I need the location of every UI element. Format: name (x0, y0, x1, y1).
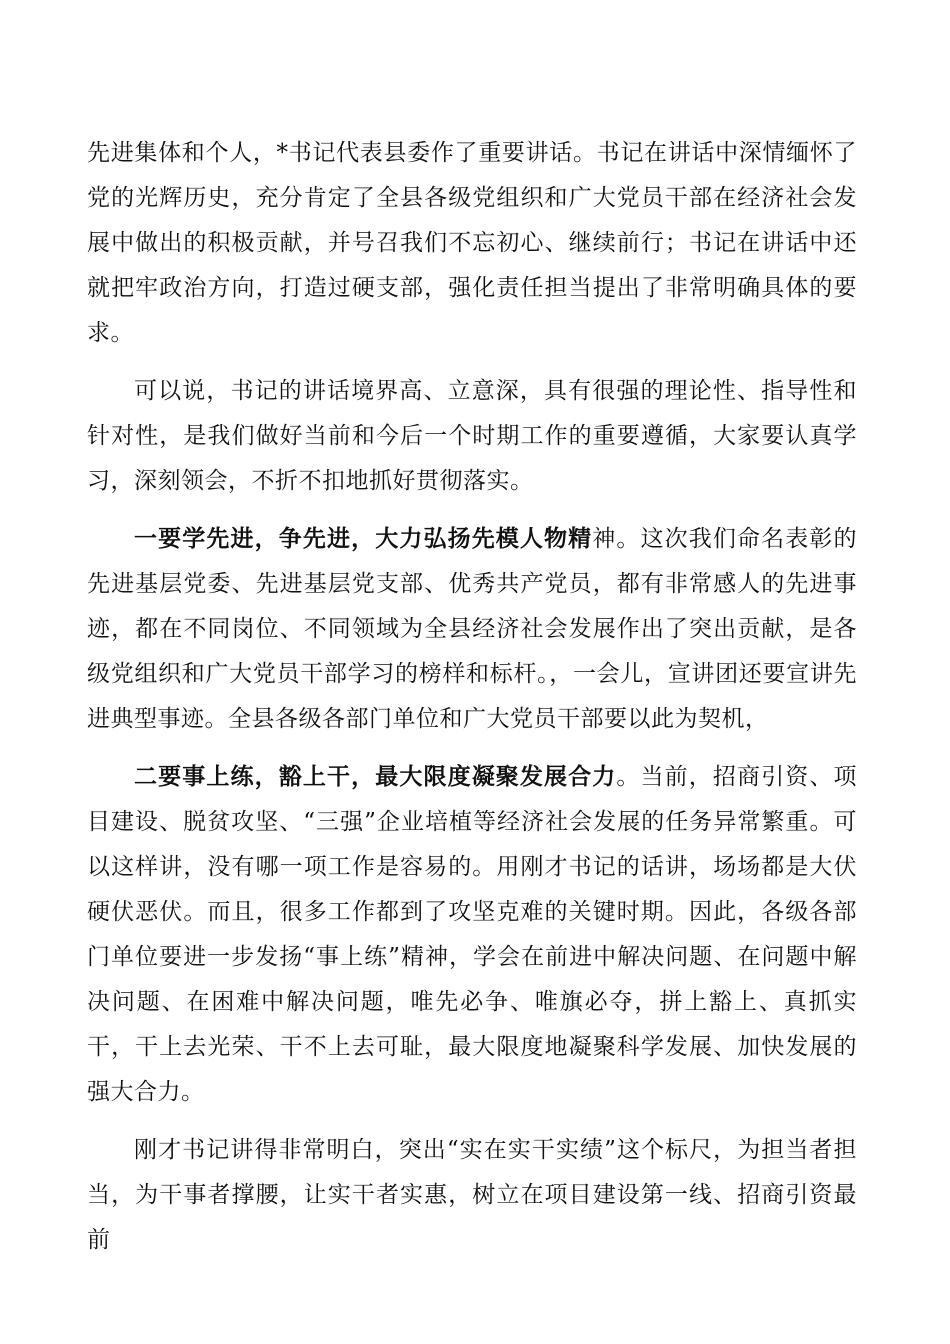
paragraph-3-heading: 一要学先进，争先进，大力弘扬先模人物精 (134, 525, 593, 552)
paragraph-1 (87, 130, 857, 356)
paragraph-3 (87, 516, 857, 742)
paragraph-4 (87, 754, 857, 1115)
paragraph-2-text: 可以说，书记的讲话境界高、立意深，具有很强的理论性、指导性和针对性，是我们做好当前和今后一个时期工作的重要遵循，大家要认真学习，深刻领会，不折不扣地抓好贯彻落实。 (87, 378, 857, 494)
paragraph-5-text: 刚才书记讲得非常明白，突出“实在实干实绩”这个标尺，为担当者担当，为干事者撑腰，让实干者实惠，树立在项目建设第一线、招商引资最前 (87, 1137, 857, 1253)
paragraph-4-heading: 二要事上练，豁上干，最大限度凝聚发展合力 (134, 763, 617, 790)
paragraph-4-text: 。当前，招商引资、项目建设、脱贫攻坚、“三强”企业培植等经济社会发展的任务异常繁重。可以这样讲，没有哪一项工作是容易的。用刚才书记的话讲，场场都是大伏硬伏恶伏。而且，很多工作都到了攻坚克难的关键时期。因此，各级各部门单位要进一步发扬“事上练”精神，学会在前进中解决问题、在问题中解决问题、在困难中解决问题，唯先必争、唯旗必夺，拼上豁上、真抓实干，干上去光荣、干不上去可耻，最大限度地凝聚科学发展、加快发展的强大合力。 (87, 764, 858, 1105)
paragraph-2 (87, 368, 857, 504)
document-body (87, 130, 857, 1275)
paragraph-3-text: 神。这次我们命名表彰的先进基层党委、先进基层党支部、优秀共产党员，都有非常感人的先进事迹，都在不同岗位、不同领域为全县经济社会发展作出了突出贡献，是各级党组织和广大党员干部学习的榜样和标杆。，一会儿，宣讲团还要宣讲先进典型事迹。全县各级各部门单位和广大党员干部要以此为契机， (87, 526, 858, 732)
paragraph-5 (87, 1127, 857, 1263)
paragraph-1-text: 先进集体和个人，*书记代表县委作了重要讲话。书记在讲话中深情缅怀了党的光辉历史，充分肯定了全县各级党组织和广大党员干部在经济社会发展中做出的积极贡献，并号召我们不忘初心、继续前行；书记在讲话中还就把牢政治方向，打造过硬支部，强化责任担当提出了非常明确具体的要求。 (87, 140, 857, 346)
